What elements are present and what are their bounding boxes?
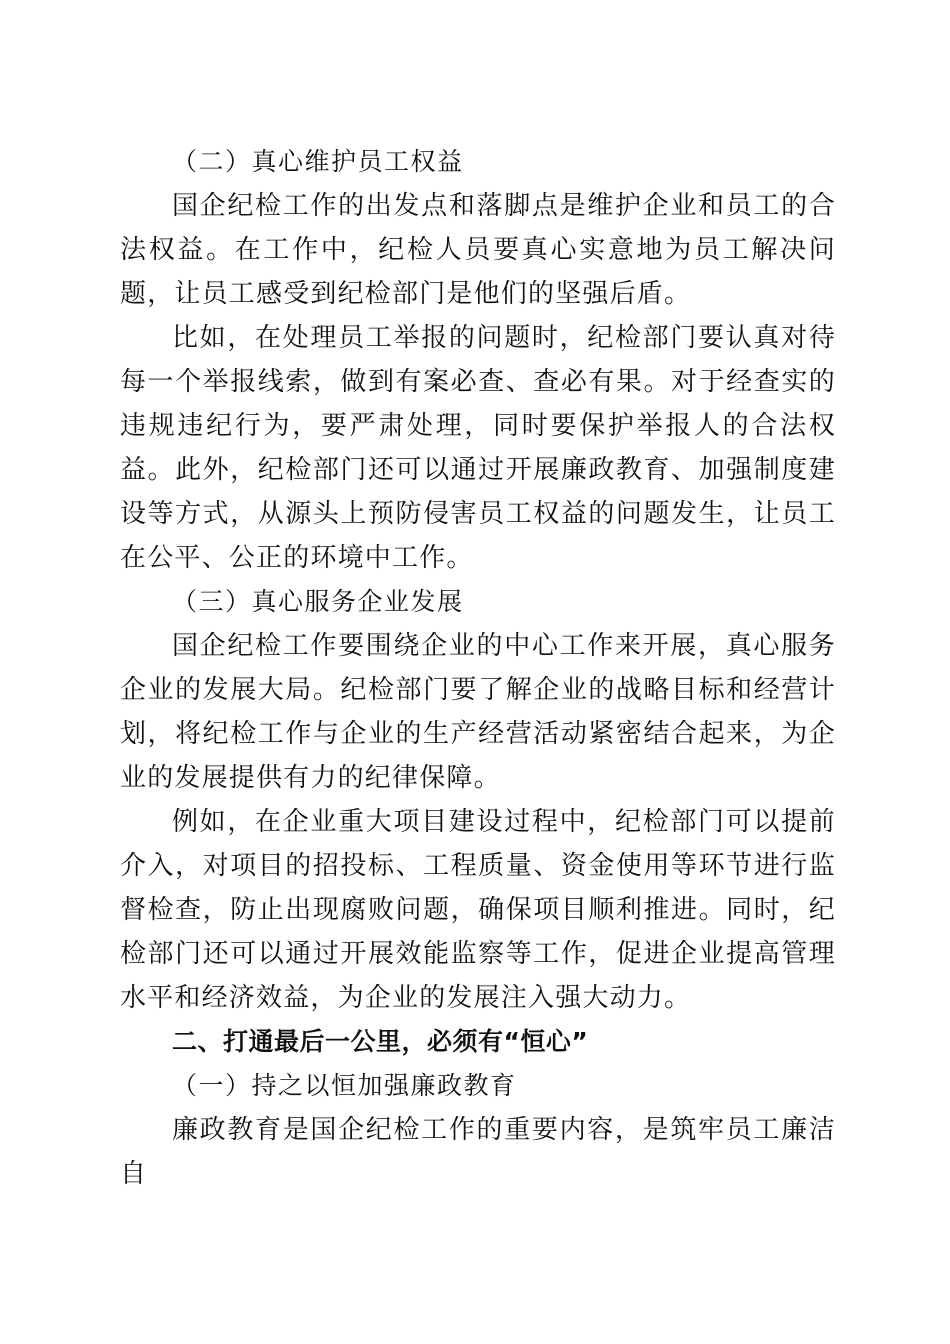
- subheading-1: （一）持之以恒加强廉政教育: [172, 1071, 517, 1100]
- subheading-2: （二）真心维护员工权益: [172, 147, 464, 176]
- subheading-3: （三）真心服务企业发展: [172, 587, 464, 616]
- paragraph: 国企纪检工作的出发点和落脚点是维护企业和员工的合法权益。在工作中，纪检人员要真心实意地为员工解决问题，让员工感受到纪检部门是他们的坚强后盾。: [120, 191, 836, 309]
- paragraph: 廉政教育是国企纪检工作的重要内容，是筑牢员工廉洁自: [120, 1115, 836, 1189]
- document-body: [120, 140, 836, 1196]
- paragraph: 国企纪检工作要围绕企业的中心工作来开展，真心服务企业的发展大局。纪检部门要了解企业的战略目标和经营计划，将纪检工作与企业的生产经营活动紧密结合起来，为企业的发展提供有力的纪律保障。: [120, 631, 836, 793]
- paragraph: 比如，在处理员工举报的问题时，纪检部门要认真对待每一个举报线索，做到有案必查、查必有果。对于经查实的违规违纪行为，要严肃处理，同时要保护举报人的合法权益。此外，纪检部门还可以通过开展廉政教育、加强制度建设等方式，从源头上预防侵害员工权益的问题发生，让员工在公平、公正的环境中工作。: [120, 323, 836, 573]
- paragraph: 例如，在企业重大项目建设过程中，纪检部门可以提前介入，对项目的招投标、工程质量、资金使用等环节进行监督检查，防止出现腐败问题，确保项目顺利推进。同时，纪检部门还可以通过开展效能监察等工作，促进企业提高管理水平和经济效益，为企业的发展注入强大动力。: [120, 807, 836, 1013]
- section-heading-2: 二、打通最后一公里，必须有“恒心”: [172, 1027, 589, 1056]
